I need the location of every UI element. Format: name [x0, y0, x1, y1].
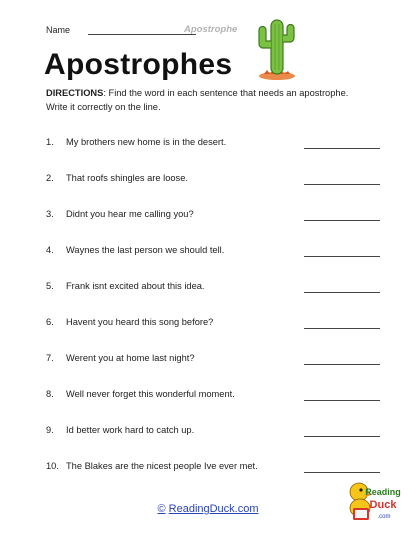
page-title: Apostrophes [44, 48, 233, 81]
question-row [46, 274, 381, 310]
question-number: 5. [46, 281, 54, 291]
directions [46, 86, 356, 114]
reading-duck-logo [346, 478, 401, 530]
question-row [46, 166, 381, 202]
question-text: The Blakes are the nicest people Ive ever met. [66, 461, 258, 471]
answer-line[interactable] [304, 364, 380, 365]
question-row [46, 454, 381, 490]
question-row [46, 130, 381, 166]
question-number: 6. [46, 317, 54, 327]
directions-label: DIRECTIONS [46, 88, 104, 98]
answer-line[interactable] [304, 328, 380, 329]
question-text: Frank isnt excited about this idea. [66, 281, 205, 291]
cactus-illustration [252, 12, 302, 82]
question-list [46, 130, 381, 490]
name-row [46, 24, 196, 35]
question-row [46, 418, 381, 454]
site-link[interactable]: ReadingDuck.com [168, 503, 259, 515]
question-row [46, 202, 381, 238]
directions-text: : Find the word in each sentence that needs an apostrophe. Write it correctly on the line. [46, 88, 349, 112]
question-number: 3. [46, 209, 54, 219]
logo-text-3: .com [377, 514, 391, 520]
answer-line[interactable] [304, 472, 380, 473]
question-text: Havent you heard this song before? [66, 317, 214, 327]
answer-line[interactable] [304, 184, 380, 185]
question-text: My brothers new home is in the desert. [66, 137, 227, 147]
answer-line[interactable] [304, 436, 380, 437]
answer-line[interactable] [304, 292, 380, 293]
logo-text-2: Duck [369, 499, 397, 511]
question-text: Didnt you hear me calling you? [66, 209, 194, 219]
name-label: Name [46, 25, 71, 35]
question-row [46, 382, 381, 418]
question-number: 4. [46, 245, 54, 255]
answer-line[interactable] [304, 400, 380, 401]
question-text: Werent you at home last night? [66, 353, 195, 363]
question-number: 10. [46, 461, 59, 471]
copyright-symbol: © [157, 503, 166, 515]
answer-line[interactable] [304, 148, 380, 149]
question-text: Waynes the last person we should tell. [66, 245, 225, 255]
question-text: That roofs shingles are loose. [66, 173, 188, 183]
question-row [46, 238, 381, 274]
logo-text-1: Reading [365, 487, 401, 497]
name-field-line [88, 24, 196, 35]
question-row [46, 310, 381, 346]
question-text: Well never forget this wonderful moment. [66, 389, 235, 399]
question-number: 1. [46, 137, 54, 147]
question-number: 7. [46, 353, 54, 363]
answer-line[interactable] [304, 220, 380, 221]
question-number: 2. [46, 173, 54, 183]
answer-line[interactable] [304, 256, 380, 257]
subject-label: Apostrophe [184, 24, 238, 35]
question-number: 9. [46, 425, 54, 435]
question-text: Id better work hard to catch up. [66, 425, 195, 435]
question-number: 8. [46, 389, 54, 399]
question-row [46, 346, 381, 382]
